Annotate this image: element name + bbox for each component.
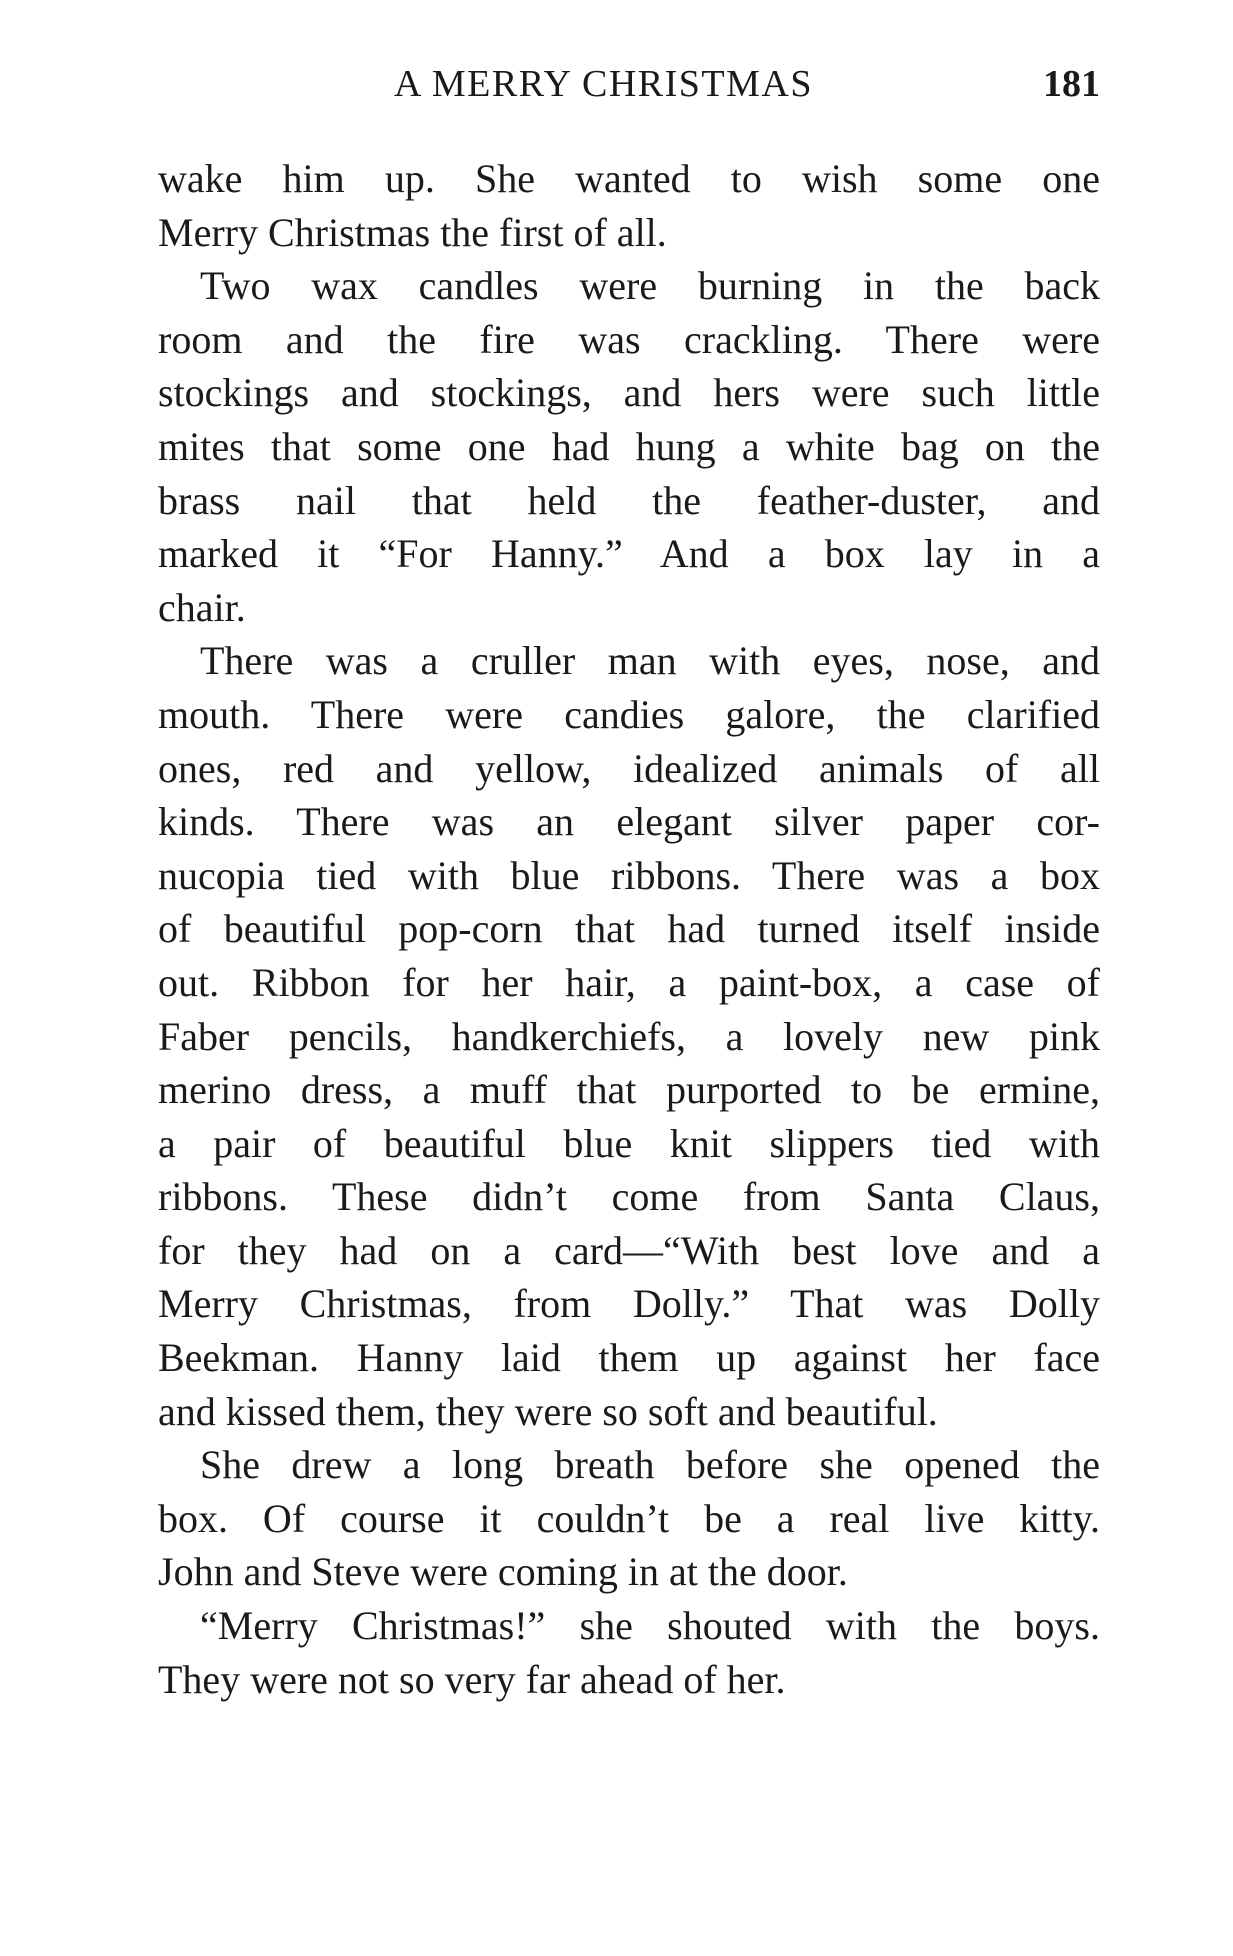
text-line: for they had on a card—“With best love and a xyxy=(158,1227,1100,1273)
text-line: brass nail that held the feather-duster, and xyxy=(158,477,1100,523)
paragraph-continuation xyxy=(158,152,1100,259)
text-line: They were not so very far ahead of her. xyxy=(158,1656,786,1702)
text-line: Two wax candles were burning in the back xyxy=(200,263,1100,309)
text-line: out. Ribbon for her hair, a paint-box, a case of xyxy=(158,959,1100,1005)
text-line: and kissed them, they were so soft and beautiful. xyxy=(158,1388,938,1434)
text-line: Faber pencils, handkerchiefs, a lovely new pink xyxy=(158,1013,1100,1059)
text-line: of beautiful pop-corn that had turned itself inside xyxy=(158,906,1100,952)
text-line: stockings and stockings, and hers were such little xyxy=(158,370,1100,416)
text-line: There was a cruller man with eyes, nose, and xyxy=(200,638,1100,684)
text-line: box. Of course it couldn’t be a real live kitty. xyxy=(158,1495,1100,1541)
paragraph-greeting xyxy=(158,1599,1100,1706)
paragraph-candles xyxy=(158,259,1100,634)
text-line: room and the fire was crackling. There were xyxy=(158,316,1100,362)
text-line: a pair of beautiful blue knit slippers tied with xyxy=(158,1120,1100,1166)
text-line: John and Steve were coming in at the door. xyxy=(158,1549,848,1595)
text-line: chair. xyxy=(158,584,246,630)
paragraph-gifts xyxy=(158,634,1100,1438)
text-line: “Merry Christmas!” she shouted with the boys. xyxy=(200,1603,1100,1649)
book-page xyxy=(158,0,1100,1956)
text-line: merino dress, a muff that purported to be ermine, xyxy=(158,1067,1100,1113)
text-line: Merry Christmas the first of all. xyxy=(158,209,667,255)
text-line: ones, red and yellow, idealized animals of all xyxy=(158,745,1100,791)
running-head xyxy=(158,62,1100,112)
running-title: A MERRY CHRISTMAS xyxy=(394,63,813,105)
text-line: Merry Christmas, from Dolly.” That was Dolly xyxy=(158,1281,1100,1327)
text-line: wake him up. She wanted to wish some one xyxy=(158,156,1100,201)
text-line: kinds. There was an elegant silver paper cor- xyxy=(158,799,1100,845)
paragraph-box xyxy=(158,1438,1100,1599)
text-line: mites that some one had hung a white bag on the xyxy=(158,423,1100,469)
text-line: marked it “For Hanny.” And a box lay in a xyxy=(158,531,1100,577)
text-line: nucopia tied with blue ribbons. There was a box xyxy=(158,852,1100,898)
text-line: She drew a long breath before she opened the xyxy=(200,1442,1100,1488)
page-number: 181 xyxy=(1043,63,1100,105)
text-line: ribbons. These didn’t come from Santa Claus, xyxy=(158,1174,1100,1220)
text-line: Beekman. Hanny laid them up against her face xyxy=(158,1335,1100,1381)
text-line: mouth. There were candies galore, the clarified xyxy=(158,691,1100,737)
body-text xyxy=(158,152,1100,1706)
